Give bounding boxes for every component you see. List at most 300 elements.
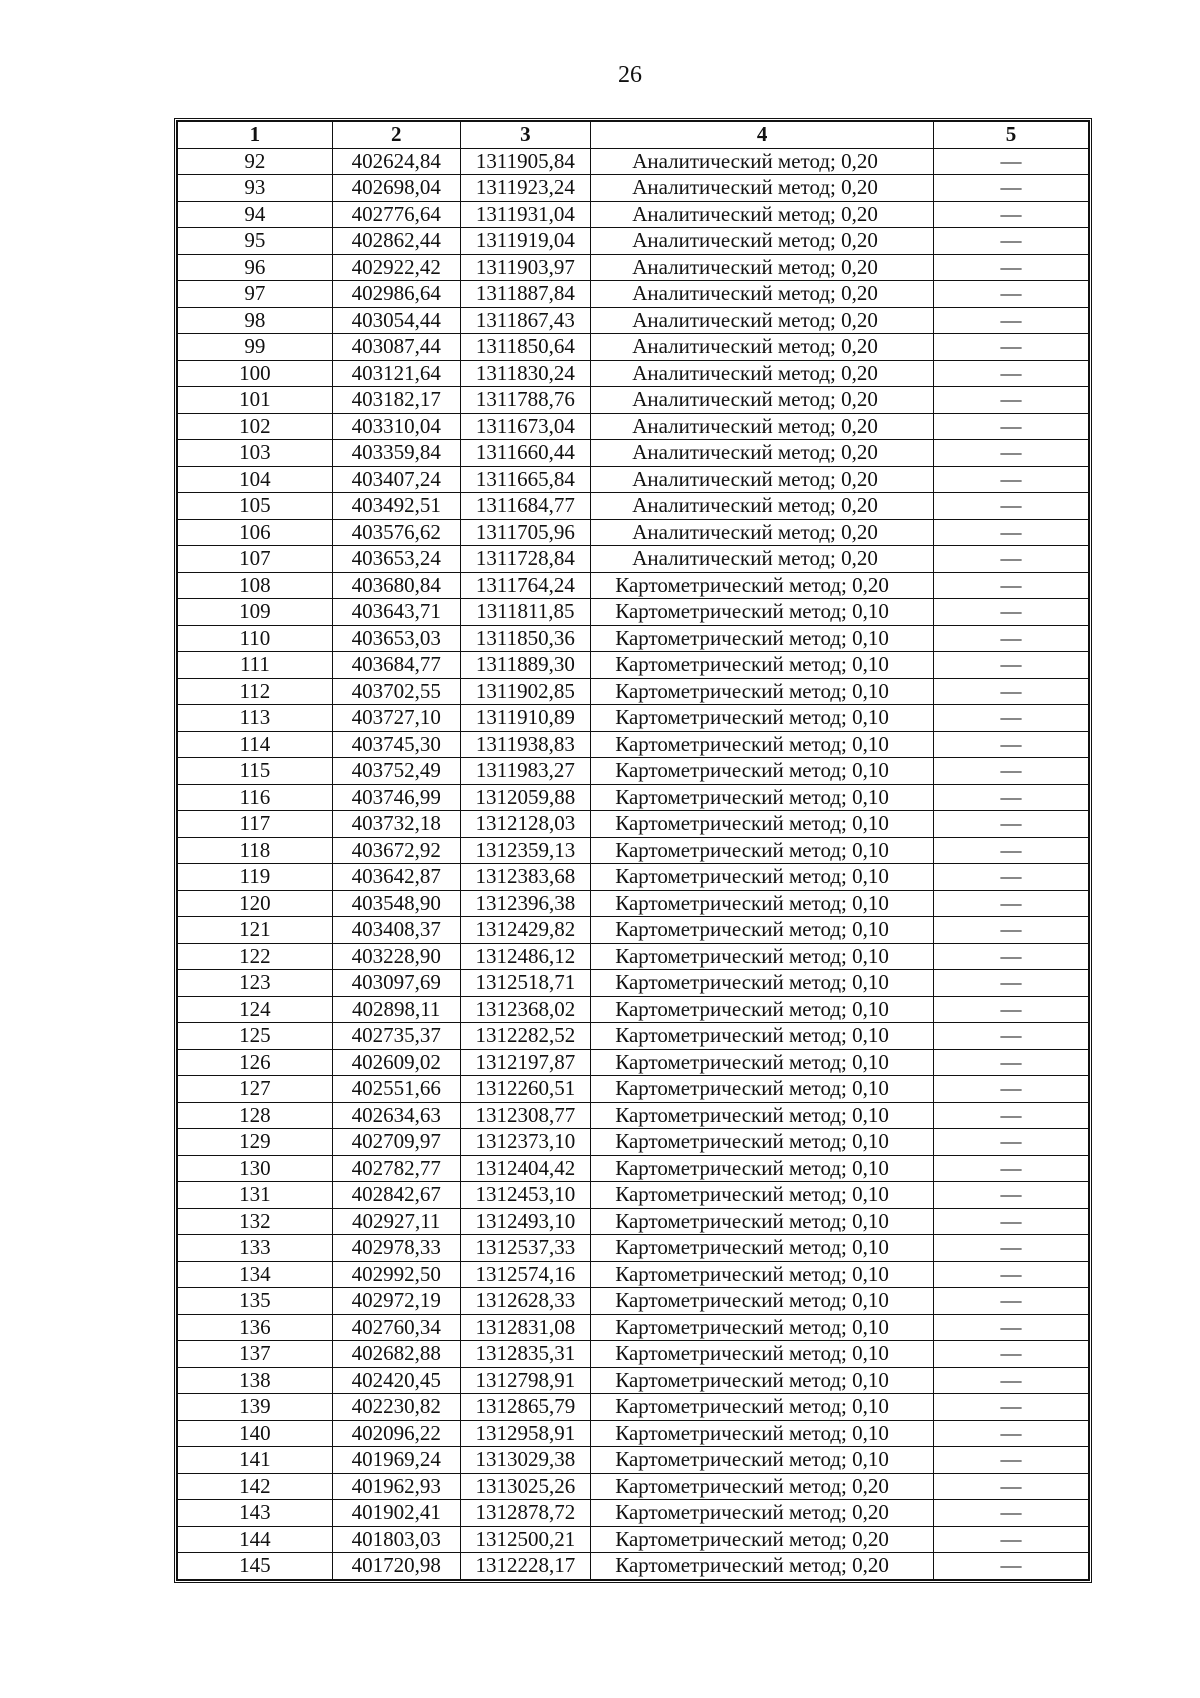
y-coordinate-cell: 1312518,71: [460, 970, 591, 997]
x-coordinate-cell: 401969,24: [332, 1447, 460, 1474]
table-row: [178, 1420, 1089, 1447]
x-coordinate-cell: 403121,64: [332, 360, 460, 387]
y-coordinate-cell: 1312404,42: [460, 1155, 591, 1182]
note-cell: —: [934, 705, 1089, 732]
point-number-cell: 116: [178, 784, 333, 811]
note-cell: —: [934, 1076, 1089, 1103]
x-coordinate-cell: 403097,69: [332, 970, 460, 997]
point-number-cell: 102: [178, 413, 333, 440]
note-cell: —: [934, 228, 1089, 255]
y-coordinate-cell: 1311887,84: [460, 281, 591, 308]
method-cell: Картометрический метод; 0,10: [591, 917, 934, 944]
page-number: 26: [618, 62, 642, 88]
point-number-cell: 96: [178, 254, 333, 281]
note-cell: —: [934, 1394, 1089, 1421]
point-number-cell: 115: [178, 758, 333, 785]
y-coordinate-cell: 1312373,10: [460, 1129, 591, 1156]
y-coordinate-cell: 1311728,84: [460, 546, 591, 573]
note-cell: —: [934, 1526, 1089, 1553]
table-row: [178, 201, 1089, 228]
y-coordinate-cell: 1311889,30: [460, 652, 591, 679]
table-row: [178, 466, 1089, 493]
method-cell: Аналитический метод; 0,20: [591, 519, 934, 546]
column-header-5: 5: [934, 122, 1089, 149]
table-row: [178, 1076, 1089, 1103]
method-cell: Картометрический метод; 0,10: [591, 970, 934, 997]
table-row: [178, 413, 1089, 440]
coordinates-table: [174, 118, 1092, 1583]
note-cell: —: [934, 1553, 1089, 1580]
x-coordinate-cell: 402624,84: [332, 148, 460, 175]
note-cell: —: [934, 943, 1089, 970]
x-coordinate-cell: 402862,44: [332, 228, 460, 255]
method-cell: Картометрический метод; 0,20: [591, 1473, 934, 1500]
x-coordinate-cell: 401720,98: [332, 1553, 460, 1580]
method-cell: Аналитический метод; 0,20: [591, 493, 934, 520]
x-coordinate-cell: 402682,88: [332, 1341, 460, 1368]
table-row: [178, 572, 1089, 599]
x-coordinate-cell: 402760,34: [332, 1314, 460, 1341]
x-coordinate-cell: 403672,92: [332, 837, 460, 864]
point-number-cell: 107: [178, 546, 333, 573]
table-row: [178, 1288, 1089, 1315]
y-coordinate-cell: 1311684,77: [460, 493, 591, 520]
x-coordinate-cell: 402420,45: [332, 1367, 460, 1394]
y-coordinate-cell: 1311931,04: [460, 201, 591, 228]
point-number-cell: 114: [178, 731, 333, 758]
method-cell: Картометрический метод; 0,10: [591, 705, 934, 732]
point-number-cell: 130: [178, 1155, 333, 1182]
point-number-cell: 94: [178, 201, 333, 228]
x-coordinate-cell: 403746,99: [332, 784, 460, 811]
table-row: [178, 943, 1089, 970]
table-row: [178, 1447, 1089, 1474]
column-header-1: 1: [178, 122, 333, 149]
note-cell: —: [934, 387, 1089, 414]
x-coordinate-cell: 403732,18: [332, 811, 460, 838]
x-coordinate-cell: 403702,55: [332, 678, 460, 705]
point-number-cell: 131: [178, 1182, 333, 1209]
point-number-cell: 105: [178, 493, 333, 520]
method-cell: Картометрический метод; 0,10: [591, 625, 934, 652]
point-number-cell: 103: [178, 440, 333, 467]
y-coordinate-cell: 1312059,88: [460, 784, 591, 811]
point-number-cell: 97: [178, 281, 333, 308]
note-cell: —: [934, 758, 1089, 785]
table-row: [178, 811, 1089, 838]
table-row: [178, 731, 1089, 758]
x-coordinate-cell: 402842,67: [332, 1182, 460, 1209]
y-coordinate-cell: 1312537,33: [460, 1235, 591, 1262]
y-coordinate-cell: 1312865,79: [460, 1394, 591, 1421]
note-cell: —: [934, 1182, 1089, 1209]
method-cell: Картометрический метод; 0,10: [591, 1129, 934, 1156]
note-cell: —: [934, 599, 1089, 626]
note-cell: —: [934, 493, 1089, 520]
note-cell: —: [934, 519, 1089, 546]
y-coordinate-cell: 1312228,17: [460, 1553, 591, 1580]
method-cell: Картометрический метод; 0,10: [591, 1102, 934, 1129]
point-number-cell: 110: [178, 625, 333, 652]
point-number-cell: 120: [178, 890, 333, 917]
column-header-2: 2: [332, 122, 460, 149]
method-cell: Картометрический метод; 0,10: [591, 1023, 934, 1050]
x-coordinate-cell: 402972,19: [332, 1288, 460, 1315]
method-cell: Картометрический метод; 0,10: [591, 1235, 934, 1262]
point-number-cell: 99: [178, 334, 333, 361]
method-cell: Картометрический метод; 0,10: [591, 811, 934, 838]
x-coordinate-cell: 403310,04: [332, 413, 460, 440]
table-row: [178, 837, 1089, 864]
x-coordinate-cell: 402978,33: [332, 1235, 460, 1262]
y-coordinate-cell: 1311665,84: [460, 466, 591, 493]
table-row: [178, 652, 1089, 679]
method-cell: Аналитический метод; 0,20: [591, 546, 934, 573]
table-row: [178, 758, 1089, 785]
point-number-cell: 127: [178, 1076, 333, 1103]
point-number-cell: 141: [178, 1447, 333, 1474]
note-cell: —: [934, 1208, 1089, 1235]
y-coordinate-cell: 1311660,44: [460, 440, 591, 467]
note-cell: —: [934, 811, 1089, 838]
y-coordinate-cell: 1312368,02: [460, 996, 591, 1023]
x-coordinate-cell: 403684,77: [332, 652, 460, 679]
method-cell: Аналитический метод; 0,20: [591, 175, 934, 202]
method-cell: Картометрический метод; 0,10: [591, 1049, 934, 1076]
method-cell: Аналитический метод; 0,20: [591, 466, 934, 493]
y-coordinate-cell: 1312453,10: [460, 1182, 591, 1209]
method-cell: Картометрический метод; 0,10: [591, 678, 934, 705]
note-cell: —: [934, 1129, 1089, 1156]
table-row: [178, 334, 1089, 361]
method-cell: Картометрический метод; 0,10: [591, 1261, 934, 1288]
y-coordinate-cell: 1311938,83: [460, 731, 591, 758]
method-cell: Аналитический метод; 0,20: [591, 307, 934, 334]
method-cell: Аналитический метод; 0,20: [591, 254, 934, 281]
method-cell: Картометрический метод; 0,10: [591, 837, 934, 864]
point-number-cell: 108: [178, 572, 333, 599]
table-row: [178, 1049, 1089, 1076]
point-number-cell: 123: [178, 970, 333, 997]
note-cell: —: [934, 970, 1089, 997]
method-cell: Картометрический метод; 0,10: [591, 652, 934, 679]
table-row: [178, 281, 1089, 308]
point-number-cell: 145: [178, 1553, 333, 1580]
table-row: [178, 1102, 1089, 1129]
x-coordinate-cell: 403642,87: [332, 864, 460, 891]
table-row: [178, 440, 1089, 467]
y-coordinate-cell: 1311919,04: [460, 228, 591, 255]
x-coordinate-cell: 403727,10: [332, 705, 460, 732]
table-row: [178, 1235, 1089, 1262]
column-header-3: 3: [460, 122, 591, 149]
method-cell: Картометрический метод; 0,10: [591, 1394, 934, 1421]
y-coordinate-cell: 1311811,85: [460, 599, 591, 626]
method-cell: Картометрический метод; 0,20: [591, 572, 934, 599]
method-cell: Картометрический метод; 0,10: [591, 1076, 934, 1103]
table-row: [178, 175, 1089, 202]
x-coordinate-cell: 402776,64: [332, 201, 460, 228]
y-coordinate-cell: 1311764,24: [460, 572, 591, 599]
y-coordinate-cell: 1312878,72: [460, 1500, 591, 1527]
x-coordinate-cell: 403643,71: [332, 599, 460, 626]
note-cell: —: [934, 731, 1089, 758]
point-number-cell: 106: [178, 519, 333, 546]
table-row: [178, 917, 1089, 944]
note-cell: —: [934, 1102, 1089, 1129]
table-row: [178, 1500, 1089, 1527]
y-coordinate-cell: 1312486,12: [460, 943, 591, 970]
note-cell: —: [934, 175, 1089, 202]
note-cell: —: [934, 996, 1089, 1023]
method-cell: Картометрический метод; 0,10: [591, 784, 934, 811]
note-cell: —: [934, 1023, 1089, 1050]
note-cell: —: [934, 1447, 1089, 1474]
note-cell: —: [934, 413, 1089, 440]
note-cell: —: [934, 1288, 1089, 1315]
x-coordinate-cell: 402898,11: [332, 996, 460, 1023]
x-coordinate-cell: 402698,04: [332, 175, 460, 202]
note-cell: —: [934, 1473, 1089, 1500]
table-row: [178, 1473, 1089, 1500]
y-coordinate-cell: 1312128,03: [460, 811, 591, 838]
point-number-cell: 140: [178, 1420, 333, 1447]
note-cell: —: [934, 572, 1089, 599]
method-cell: Аналитический метод; 0,20: [591, 281, 934, 308]
x-coordinate-cell: 403745,30: [332, 731, 460, 758]
x-coordinate-cell: 402230,82: [332, 1394, 460, 1421]
point-number-cell: 132: [178, 1208, 333, 1235]
method-cell: Аналитический метод; 0,20: [591, 360, 934, 387]
method-cell: Картометрический метод; 0,10: [591, 731, 934, 758]
table-row: [178, 228, 1089, 255]
point-number-cell: 125: [178, 1023, 333, 1050]
table-row: [178, 784, 1089, 811]
method-cell: Картометрический метод; 0,10: [591, 1447, 934, 1474]
x-coordinate-cell: 402735,37: [332, 1023, 460, 1050]
y-coordinate-cell: 1311850,64: [460, 334, 591, 361]
x-coordinate-cell: 402927,11: [332, 1208, 460, 1235]
y-coordinate-cell: 1311905,84: [460, 148, 591, 175]
y-coordinate-cell: 1311983,27: [460, 758, 591, 785]
note-cell: —: [934, 1049, 1089, 1076]
note-cell: —: [934, 1341, 1089, 1368]
y-coordinate-cell: 1311673,04: [460, 413, 591, 440]
x-coordinate-cell: 403653,03: [332, 625, 460, 652]
x-coordinate-cell: 402609,02: [332, 1049, 460, 1076]
note-cell: —: [934, 864, 1089, 891]
point-number-cell: 122: [178, 943, 333, 970]
point-number-cell: 121: [178, 917, 333, 944]
point-number-cell: 111: [178, 652, 333, 679]
table-row: [178, 1155, 1089, 1182]
note-cell: —: [934, 1367, 1089, 1394]
x-coordinate-cell: 402986,64: [332, 281, 460, 308]
note-cell: —: [934, 148, 1089, 175]
note-cell: —: [934, 281, 1089, 308]
method-cell: Картометрический метод; 0,10: [591, 1288, 934, 1315]
method-cell: Картометрический метод; 0,10: [591, 943, 934, 970]
point-number-cell: 113: [178, 705, 333, 732]
note-cell: —: [934, 890, 1089, 917]
method-cell: Картометрический метод; 0,10: [591, 599, 934, 626]
method-cell: Аналитический метод; 0,20: [591, 440, 934, 467]
point-number-cell: 117: [178, 811, 333, 838]
y-coordinate-cell: 1311923,24: [460, 175, 591, 202]
method-cell: Картометрический метод; 0,10: [591, 996, 934, 1023]
note-cell: —: [934, 466, 1089, 493]
table-row: [178, 996, 1089, 1023]
x-coordinate-cell: 403054,44: [332, 307, 460, 334]
point-number-cell: 119: [178, 864, 333, 891]
y-coordinate-cell: 1312282,52: [460, 1023, 591, 1050]
y-coordinate-cell: 1312958,91: [460, 1420, 591, 1447]
table-row: [178, 1394, 1089, 1421]
note-cell: —: [934, 917, 1089, 944]
x-coordinate-cell: 403752,49: [332, 758, 460, 785]
x-coordinate-cell: 402992,50: [332, 1261, 460, 1288]
y-coordinate-cell: 1312308,77: [460, 1102, 591, 1129]
point-number-cell: 133: [178, 1235, 333, 1262]
table-row: [178, 705, 1089, 732]
method-cell: Картометрический метод; 0,10: [591, 1208, 934, 1235]
table-row: [178, 493, 1089, 520]
point-number-cell: 138: [178, 1367, 333, 1394]
table-row: [178, 148, 1089, 175]
note-cell: —: [934, 307, 1089, 334]
method-cell: Картометрический метод; 0,20: [591, 1553, 934, 1580]
point-number-cell: 136: [178, 1314, 333, 1341]
method-cell: Картометрический метод; 0,10: [591, 1367, 934, 1394]
y-coordinate-cell: 1313025,26: [460, 1473, 591, 1500]
y-coordinate-cell: 1312835,31: [460, 1341, 591, 1368]
method-cell: Картометрический метод; 0,20: [591, 1500, 934, 1527]
point-number-cell: 95: [178, 228, 333, 255]
x-coordinate-cell: 403087,44: [332, 334, 460, 361]
table-row: [178, 519, 1089, 546]
point-number-cell: 134: [178, 1261, 333, 1288]
method-cell: Картометрический метод; 0,10: [591, 864, 934, 891]
table-row: [178, 864, 1089, 891]
y-coordinate-cell: 1312197,87: [460, 1049, 591, 1076]
table-row: [178, 546, 1089, 573]
table-row: [178, 254, 1089, 281]
note-cell: —: [934, 1261, 1089, 1288]
method-cell: Картометрический метод; 0,10: [591, 758, 934, 785]
point-number-cell: 137: [178, 1341, 333, 1368]
note-cell: —: [934, 1420, 1089, 1447]
table-row: [178, 599, 1089, 626]
point-number-cell: 124: [178, 996, 333, 1023]
point-number-cell: 144: [178, 1526, 333, 1553]
note-cell: —: [934, 1235, 1089, 1262]
note-cell: —: [934, 625, 1089, 652]
y-coordinate-cell: 1311850,36: [460, 625, 591, 652]
point-number-cell: 92: [178, 148, 333, 175]
method-cell: Картометрический метод; 0,10: [591, 1341, 934, 1368]
method-cell: Картометрический метод; 0,10: [591, 1420, 934, 1447]
x-coordinate-cell: 403576,62: [332, 519, 460, 546]
table-row: [178, 1367, 1089, 1394]
note-cell: —: [934, 334, 1089, 361]
point-number-cell: 104: [178, 466, 333, 493]
point-number-cell: 112: [178, 678, 333, 705]
x-coordinate-cell: 403359,84: [332, 440, 460, 467]
point-number-cell: 129: [178, 1129, 333, 1156]
x-coordinate-cell: 403548,90: [332, 890, 460, 917]
note-cell: —: [934, 837, 1089, 864]
table-row: [178, 1208, 1089, 1235]
table-row: [178, 1314, 1089, 1341]
table-row: [178, 890, 1089, 917]
method-cell: Картометрический метод; 0,10: [591, 1314, 934, 1341]
table-row: [178, 1129, 1089, 1156]
x-coordinate-cell: 402922,42: [332, 254, 460, 281]
x-coordinate-cell: 403680,84: [332, 572, 460, 599]
x-coordinate-cell: 401902,41: [332, 1500, 460, 1527]
y-coordinate-cell: 1313029,38: [460, 1447, 591, 1474]
note-cell: —: [934, 440, 1089, 467]
point-number-cell: 101: [178, 387, 333, 414]
method-cell: Картометрический метод; 0,10: [591, 1155, 934, 1182]
x-coordinate-cell: 403228,90: [332, 943, 460, 970]
y-coordinate-cell: 1312831,08: [460, 1314, 591, 1341]
table-row: [178, 1023, 1089, 1050]
y-coordinate-cell: 1312429,82: [460, 917, 591, 944]
x-coordinate-cell: 403492,51: [332, 493, 460, 520]
table-row: [178, 387, 1089, 414]
y-coordinate-cell: 1312493,10: [460, 1208, 591, 1235]
y-coordinate-cell: 1312260,51: [460, 1076, 591, 1103]
method-cell: Аналитический метод; 0,20: [591, 201, 934, 228]
table-row: [178, 1526, 1089, 1553]
y-coordinate-cell: 1311867,43: [460, 307, 591, 334]
point-number-cell: 93: [178, 175, 333, 202]
point-number-cell: 126: [178, 1049, 333, 1076]
method-cell: Аналитический метод; 0,20: [591, 334, 934, 361]
x-coordinate-cell: 402782,77: [332, 1155, 460, 1182]
table-header-row: [178, 122, 1089, 149]
x-coordinate-cell: 403408,37: [332, 917, 460, 944]
y-coordinate-cell: 1311903,97: [460, 254, 591, 281]
note-cell: —: [934, 1314, 1089, 1341]
x-coordinate-cell: 403407,24: [332, 466, 460, 493]
point-number-cell: 100: [178, 360, 333, 387]
y-coordinate-cell: 1312574,16: [460, 1261, 591, 1288]
x-coordinate-cell: 402551,66: [332, 1076, 460, 1103]
y-coordinate-cell: 1311830,24: [460, 360, 591, 387]
y-coordinate-cell: 1312628,33: [460, 1288, 591, 1315]
table-row: [178, 970, 1089, 997]
table-row: [178, 678, 1089, 705]
note-cell: —: [934, 1155, 1089, 1182]
note-cell: —: [934, 546, 1089, 573]
x-coordinate-cell: 402634,63: [332, 1102, 460, 1129]
y-coordinate-cell: 1311705,96: [460, 519, 591, 546]
y-coordinate-cell: 1311788,76: [460, 387, 591, 414]
method-cell: Аналитический метод; 0,20: [591, 387, 934, 414]
y-coordinate-cell: 1312396,38: [460, 890, 591, 917]
note-cell: —: [934, 678, 1089, 705]
table-row: [178, 360, 1089, 387]
y-coordinate-cell: 1312383,68: [460, 864, 591, 891]
note-cell: —: [934, 360, 1089, 387]
y-coordinate-cell: 1312500,21: [460, 1526, 591, 1553]
method-cell: Аналитический метод; 0,20: [591, 228, 934, 255]
note-cell: —: [934, 254, 1089, 281]
x-coordinate-cell: 402709,97: [332, 1129, 460, 1156]
point-number-cell: 98: [178, 307, 333, 334]
